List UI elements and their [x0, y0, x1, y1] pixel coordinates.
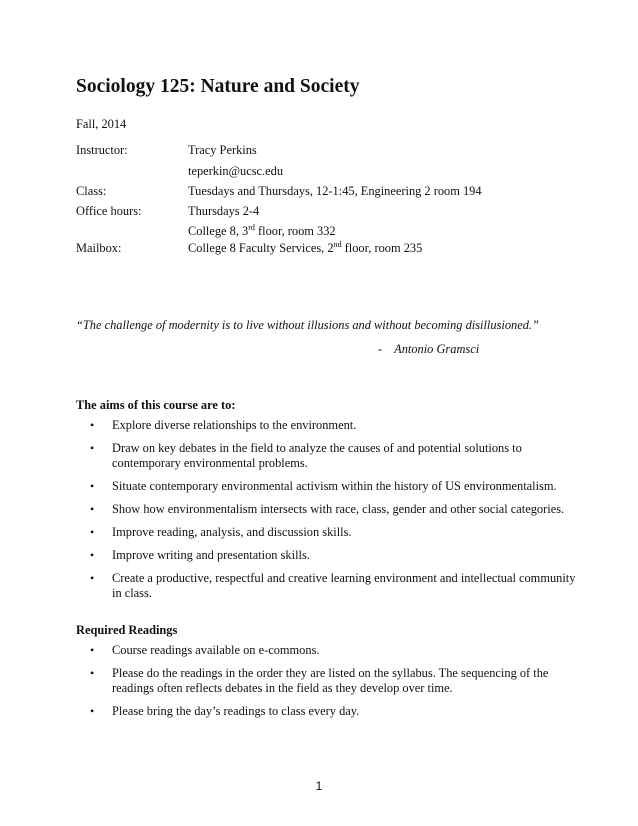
instructor-email: teperkin@ucsc.edu [188, 164, 284, 178]
bullet-icon: • [90, 643, 95, 657]
instructor-name: Tracy Perkins [188, 143, 257, 157]
class-label: Class: [76, 184, 107, 198]
office-hours-label: Office hours: [76, 204, 142, 218]
list-item: • Improve writing and presentation skills. [90, 547, 310, 562]
list-item: • Please bring the day’s readings to class every day. [90, 704, 360, 719]
class-value: Tuesdays and Thursdays, 12-1:45, Engineering 2 room 194 [188, 184, 482, 198]
course-title: Sociology 125: Nature and Society [76, 76, 360, 97]
bullet-icon: • [90, 440, 95, 455]
office-location: College 8, 3rd floor, room 332 [188, 223, 336, 238]
epigraph-quote: “The challenge of modernity is to live without illusions and without becoming disillusioned.” [76, 318, 539, 332]
mailbox-label: Mailbox: [76, 241, 122, 255]
instructor-label: Instructor: [76, 143, 128, 157]
readings-heading: Required Readings [76, 623, 178, 637]
attribution-author: Antonio Gramsci [394, 342, 480, 356]
list-item: • Course readings available on e-commons. [90, 643, 320, 657]
attribution-dash: - [378, 342, 383, 356]
bullet-icon: • [90, 570, 95, 585]
aims-heading: The aims of this course are to: [76, 398, 236, 412]
readings-list [76, 643, 576, 727]
course-term: Fall, 2014 [76, 117, 127, 131]
page-number: 1 [315, 779, 323, 793]
bullet-icon: • [90, 547, 95, 562]
list-item: • Please do the readings in the order they are listed on the syllabus. The sequencing of the readings often reflects debates in the field as they develop over time. [90, 665, 549, 696]
list-item: • Create a productive, respectful and creative learning environment and intellectual community in class. [90, 570, 576, 601]
mailbox-value: College 8 Faculty Services, 2nd floor, room 235 [188, 240, 423, 255]
bullet-icon: • [90, 502, 95, 517]
bullet-icon: • [90, 418, 95, 432]
bullet-icon: • [90, 479, 95, 494]
bullet-icon: • [90, 665, 95, 680]
list-item: • Improve reading, analysis, and discussion skills. [90, 525, 352, 540]
aims-list [76, 418, 576, 609]
list-item: • Explore diverse relationships to the environment. [90, 418, 357, 432]
list-item: • Situate contemporary environmental activism within the history of US environmentalism. [90, 479, 557, 494]
epigraph-attribution [378, 342, 479, 357]
office-hours-time: Thursdays 2-4 [188, 204, 260, 218]
bullet-icon: • [90, 704, 95, 719]
list-item: • Draw on key debates in the field to analyze the causes of and potential solutions to contemporary environmental problems. [90, 440, 522, 471]
bullet-icon: • [90, 525, 95, 540]
list-item: • Show how environmentalism intersects with race, class, gender and other social categories. [90, 502, 565, 517]
